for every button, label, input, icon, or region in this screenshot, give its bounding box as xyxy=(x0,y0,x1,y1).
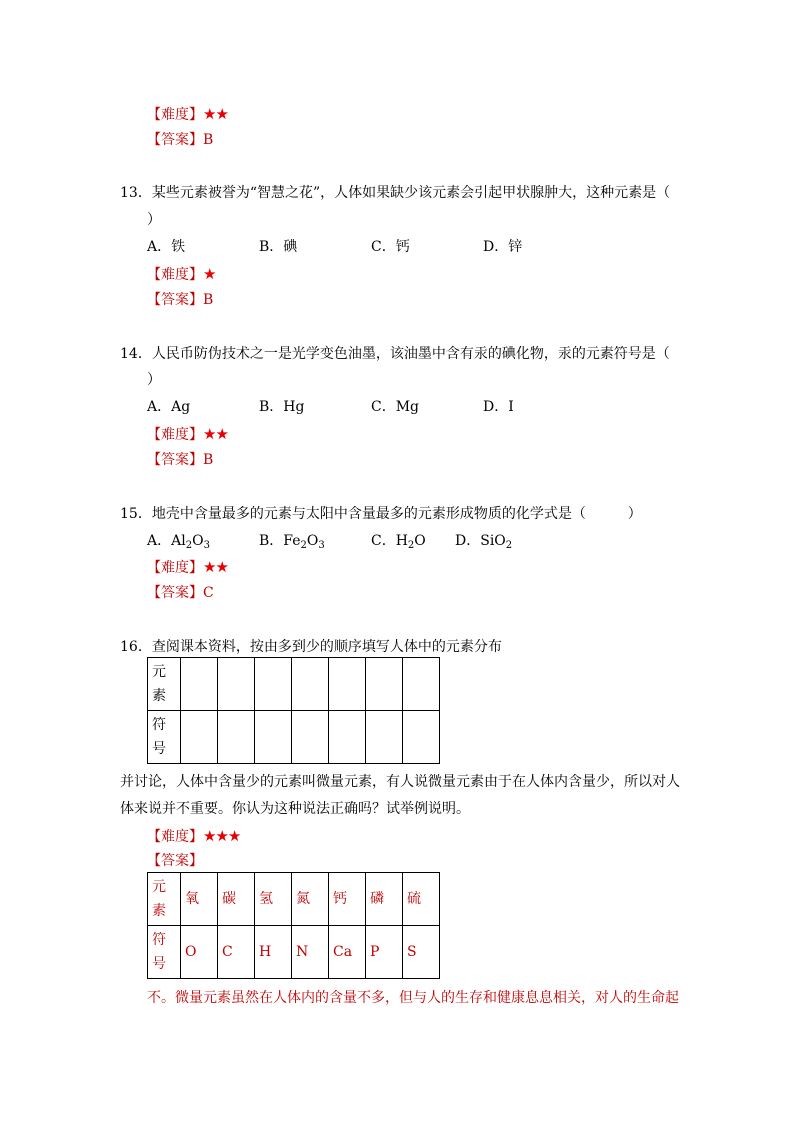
option-text: O xyxy=(192,533,204,549)
blank-cell[interactable] xyxy=(403,711,440,764)
subscript: 3 xyxy=(318,540,325,551)
q16-answer xyxy=(147,851,203,871)
q13-option-d: D．锌 xyxy=(483,239,523,255)
q12-answer xyxy=(147,130,213,150)
q13-answer xyxy=(147,290,213,310)
symbol-cell: C xyxy=(218,926,255,979)
element-row xyxy=(148,658,440,711)
q15-difficulty xyxy=(147,557,228,578)
q13-stem-line2: ） xyxy=(147,212,161,228)
difficulty-label: 【难度】 xyxy=(147,560,203,576)
q16-discussion-line2: 体来说并不重要。你认为这种说法正确吗？试举例说明。 xyxy=(120,801,470,817)
q15-option-b xyxy=(259,531,325,556)
symbol-row xyxy=(148,711,440,764)
q16-conclusion: 不。微量元素虽然在人体内的含量不多，但与人的生存和健康息息相关，对人的生命起 xyxy=(147,990,679,1006)
option-text: O xyxy=(306,533,319,549)
q13-stem-line1: 13．某些元素被誉为“智慧之花”，人体如果缺少该元素会引起甲状腺肿大，这种元素是（ xyxy=(120,185,671,201)
symbol-cell: S xyxy=(403,926,440,979)
answer-value: B xyxy=(203,132,214,148)
row-header-symbol xyxy=(148,711,181,764)
q14-answer xyxy=(147,450,213,470)
blank-cell[interactable] xyxy=(255,711,292,764)
header-text: 元素 xyxy=(152,879,166,919)
row-header-element xyxy=(148,658,181,711)
q15-stem: 15．地壳中含量最多的元素与太阳中含量最多的元素形成物质的化学式是（ ） xyxy=(120,506,642,522)
option-text: B．Fe xyxy=(259,533,301,549)
difficulty-label: 【难度】 xyxy=(147,427,203,443)
blank-cell[interactable] xyxy=(366,711,403,764)
answer-label: 【答案】 xyxy=(147,853,203,869)
subscript: 2 xyxy=(185,540,193,551)
element-cell: 氮 xyxy=(292,873,329,926)
answer-label: 【答案】 xyxy=(147,132,203,148)
element-cell: 磷 xyxy=(366,873,403,926)
answer-label: 【答案】 xyxy=(147,292,203,308)
blank-cell[interactable] xyxy=(403,658,440,711)
element-row xyxy=(148,873,440,926)
symbol-cell: H xyxy=(255,926,292,979)
row-header-element xyxy=(148,873,181,926)
subscript: 2 xyxy=(407,540,415,551)
symbol-row xyxy=(148,926,440,979)
star-rating: ★★ xyxy=(203,558,228,576)
q14-option-d: D．I xyxy=(483,399,514,415)
blank-cell[interactable] xyxy=(218,711,255,764)
symbol-cell: P xyxy=(366,926,403,979)
blank-cell[interactable] xyxy=(329,711,366,764)
q15-option-a xyxy=(147,531,210,556)
row-header-symbol xyxy=(148,926,181,979)
q13-option-c: C．钙 xyxy=(371,239,410,255)
q16-stem: 16．查阅课本资料，按由多到少的顺序填写人体中的元素分布 xyxy=(120,639,502,655)
star-rating: ★★ xyxy=(203,425,228,443)
star-rating: ★★★ xyxy=(203,827,241,845)
option-text: C．H xyxy=(371,533,408,549)
star-rating: ★★ xyxy=(203,105,228,123)
q14-difficulty xyxy=(147,424,228,445)
blank-cell[interactable] xyxy=(292,711,329,764)
subscript: 2 xyxy=(505,540,513,551)
blank-cell[interactable] xyxy=(292,658,329,711)
star-rating: ★ xyxy=(203,265,216,283)
difficulty-label: 【难度】 xyxy=(147,829,203,845)
element-cell: 碳 xyxy=(218,873,255,926)
element-cell: 氢 xyxy=(255,873,292,926)
q16-discussion-line1: 并讨论，人体中含量少的元素叫微量元素，有人说微量元素由于在人体内含量少，所以对人 xyxy=(120,774,680,790)
q15-answer xyxy=(147,583,214,603)
q13-option-a: A．铁 xyxy=(147,239,186,255)
option-text: D．SiO xyxy=(455,533,506,549)
blank-cell[interactable] xyxy=(329,658,366,711)
answer-element-table xyxy=(147,872,440,979)
blank-cell[interactable] xyxy=(366,658,403,711)
subscript: 2 xyxy=(300,540,307,551)
q14-option-b: B．Hg xyxy=(259,399,305,415)
blank-cell[interactable] xyxy=(181,658,218,711)
symbol-cell: N xyxy=(292,926,329,979)
header-text: 符号 xyxy=(152,717,166,757)
q12-difficulty xyxy=(147,104,228,125)
header-text: 元素 xyxy=(152,664,166,704)
q13-difficulty xyxy=(147,264,215,285)
blank-cell[interactable] xyxy=(181,711,218,764)
q14-option-c: C．Mg xyxy=(371,399,420,415)
blank-element-table xyxy=(147,657,440,764)
q14-stem-line2: ） xyxy=(147,372,161,388)
element-cell: 氧 xyxy=(181,873,218,926)
element-cell: 钙 xyxy=(329,873,366,926)
q13-option-b: B．碘 xyxy=(259,239,298,255)
difficulty-label: 【难度】 xyxy=(147,267,203,283)
difficulty-label: 【难度】 xyxy=(147,107,203,123)
blank-cell[interactable] xyxy=(218,658,255,711)
answer-value: B xyxy=(203,452,214,468)
answer-label: 【答案】 xyxy=(147,585,203,601)
symbol-cell: Ca xyxy=(329,926,366,979)
q14-option-a: A．Ag xyxy=(147,399,191,415)
symbol-cell: O xyxy=(181,926,218,979)
answer-value: B xyxy=(203,292,214,308)
q15-option-c xyxy=(371,531,426,556)
q16-difficulty xyxy=(147,826,240,847)
element-cell: 硫 xyxy=(403,873,440,926)
q14-stem-line1: 14．人民币防伪技术之一是光学变色油墨，该油墨中含有汞的碘化物，汞的元素符号是（ xyxy=(120,346,670,362)
header-text: 符号 xyxy=(152,932,166,972)
subscript: 3 xyxy=(203,540,210,551)
answer-value: C xyxy=(203,585,214,601)
option-text: A．Al xyxy=(147,533,186,549)
q15-option-d xyxy=(455,531,512,556)
answer-label: 【答案】 xyxy=(147,452,203,468)
option-text: O xyxy=(414,533,426,549)
blank-cell[interactable] xyxy=(255,658,292,711)
